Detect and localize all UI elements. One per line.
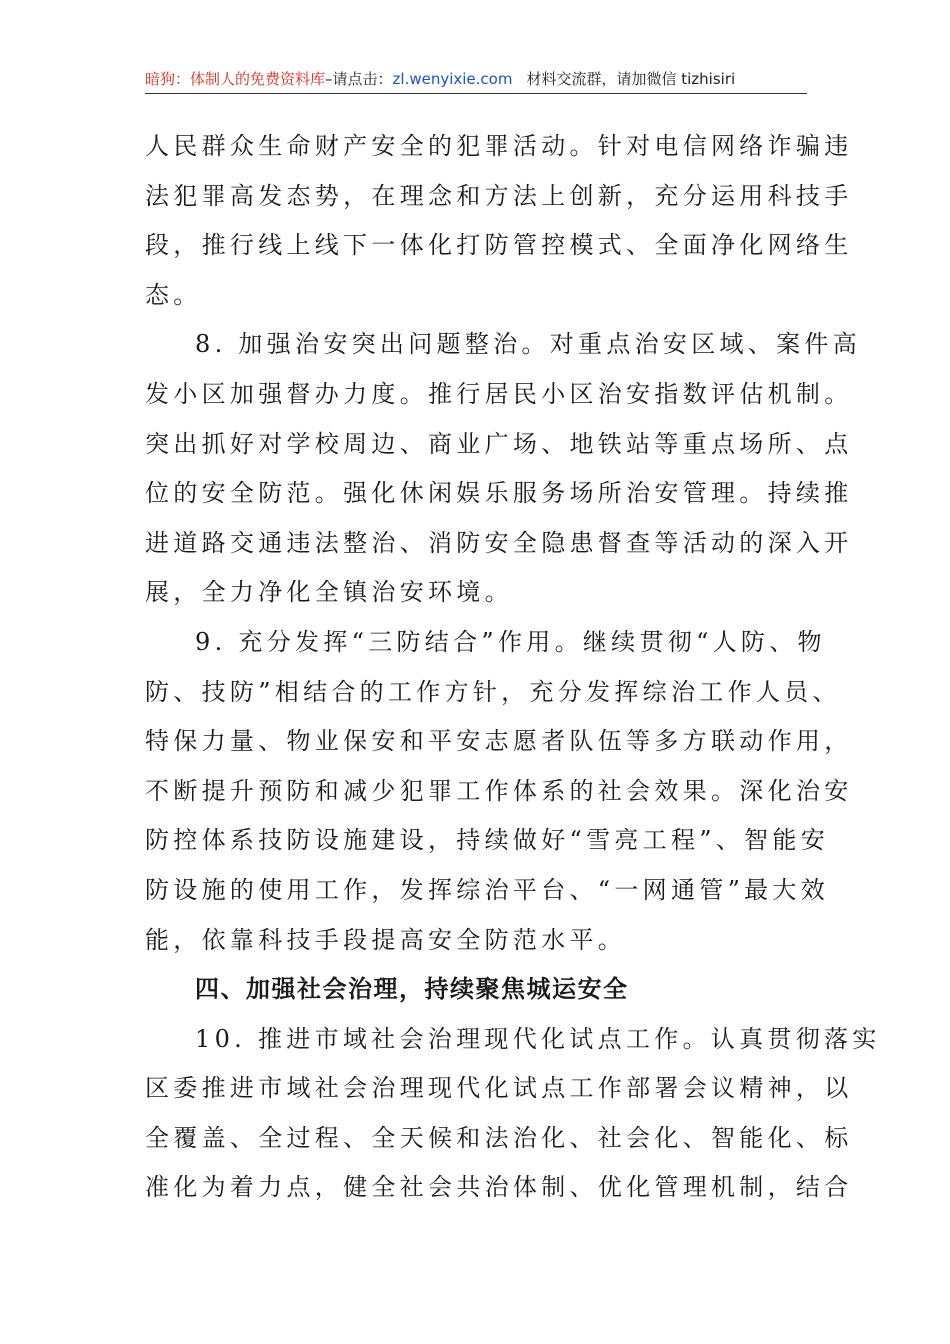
body-line: 防控体系技防设施建设，持续做好“雪亮工程”、智能安 [145,826,830,855]
body-line: 突出抓好对学校周边、商业广场、地铁站等重点场所、点 [145,429,853,458]
header-click-prompt: –请点击： [325,70,393,88]
paragraph-8-start: 8. 加强治安突出问题整治。对重点治安区域、案件高 [195,330,862,359]
body-line: 能，依靠科技手段提高安全防范水平。 [145,925,627,954]
body-line: 人民群众生命财产安全的犯罪活动。针对电信网络诈骗违 [145,132,853,160]
header-site-label: 暗狗：体制人的免费资料库 [145,70,326,88]
section-heading: 四、加强社会治理，持续聚焦城运安全 [195,975,629,1004]
body-line: 发小区加强督办力度。推行居民小区治安指数评估机制。 [145,379,853,408]
body-line: 位的安全防范。强化休闲娱乐服务场所治安管理。持续推 [145,479,853,508]
paragraph-9-start: 9. 充分发挥“三防结合”作用。继续贯彻“人防、物 [195,627,826,656]
body-line: 不断提升预防和减少犯罪工作体系的社会效果。深化治安 [145,776,853,805]
body-line: 防、技防”相结合的工作方针，充分发挥综治工作人员、 [145,677,841,706]
body-line: 展，全力净化全镇治安环境。 [145,578,513,607]
document-body [145,122,881,1213]
paragraph-10-start: 10. 推进市域社会治理现代化试点工作。认真贯彻落实 [195,1024,881,1053]
body-line: 防设施的使用工作，发挥综治平台、“一网通管”最大效 [145,875,830,904]
body-line: 进道路交通违法整治、消防安全隐患督查等活动的深入开 [145,528,853,557]
header-url-link[interactable]: zl.wenyixie.com [392,70,513,88]
header-wechat-note: 材料交流群，请加微信 tizhisiri [526,70,736,88]
body-line: 法犯罪高发态势，在理念和方法上创新，充分运用科技手 [145,181,853,210]
body-line: 区委推进市域社会治理现代化试点工作部署会议精神，以 [145,1074,853,1103]
body-line: 段，推行线上线下一体化打防管控模式、全面净化网络生 [145,231,853,260]
page-header [145,68,807,90]
body-line: 态。 [145,280,202,309]
body-line: 全覆盖、全过程、全天候和法治化、社会化、智能化、标 [145,1123,853,1152]
body-line: 特保力量、物业保安和平安志愿者队伍等多方联动作用， [145,727,853,756]
body-line: 准化为着力点，健全社会共治体制、优化管理机制，结合 [145,1173,853,1202]
header-divider [145,93,807,94]
